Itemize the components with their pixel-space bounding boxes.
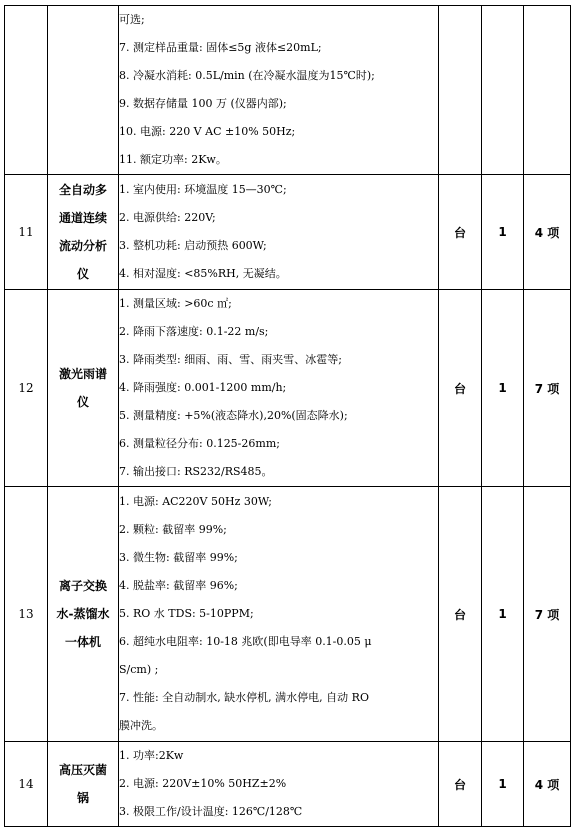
spec-line: 7. 输出接口: RS232/RS485。: [119, 465, 273, 478]
table-row: [5, 487, 571, 742]
spec-line: 8. 冷凝水消耗: 0.5L/min (在冷凝水温度为15℃时);: [119, 69, 375, 82]
equipment-name-cell: [48, 742, 119, 827]
spec-line: 可选;: [119, 13, 145, 26]
spec-line: 6. 测量粒径分布: 0.125-26mm;: [119, 437, 280, 450]
table-row: [5, 742, 571, 827]
item-count-cell: 4 项: [524, 742, 571, 827]
equipment-name-line: 仪: [76, 395, 89, 409]
quantity-cell: 1: [482, 487, 524, 742]
equipment-name-line: 仪: [76, 267, 89, 281]
equipment-name-line: 高压灭菌: [58, 763, 107, 777]
spec-line: 2. 降雨下落速度: 0.1-22 m/s;: [119, 325, 269, 338]
equipment-spec-table: [4, 5, 571, 827]
equipment-name-line: 离子交换: [58, 579, 107, 593]
equipment-name-line: 通道连续: [58, 211, 107, 225]
spec-line: 7. 测定样品重量: 固体≤5g 液体≤20mL;: [119, 41, 322, 54]
spec-line: 6. 超纯水电阻率: 10-18 兆欧(即电导率 0.1-0.05 μ: [119, 635, 372, 648]
spec-line: 4. 脱盐率: 截留率 96%;: [119, 579, 238, 592]
item-count-cell: 7 项: [524, 290, 571, 487]
spec-table-body: [5, 6, 571, 827]
equipment-name-line: 锅: [76, 791, 89, 805]
quantity-cell: 1: [482, 290, 524, 487]
spec-line: 10. 电源: 220 V AC ±10% 50Hz;: [119, 125, 296, 138]
equipment-name-line: 激光雨谱: [58, 367, 107, 381]
spec-cell: [119, 175, 439, 290]
table-row: [5, 175, 571, 290]
quantity-cell: 1: [482, 742, 524, 827]
equipment-name-line: 流动分析: [58, 239, 107, 253]
unit-cell: 台: [439, 487, 482, 742]
spec-line: 9. 数据存储量 100 万 (仪器内部);: [119, 97, 287, 110]
spec-line: 11. 额定功率: 2Kw。: [119, 153, 227, 166]
table-row: [5, 290, 571, 487]
equipment-name-line: 水-蒸馏水: [56, 607, 110, 621]
spec-line: 3. 整机功耗: 启动预热 600W;: [119, 239, 267, 252]
spec-line: 5. 测量精度: +5%(液态降水),20%(固态降水);: [119, 409, 348, 422]
spec-line: 3. 降雨类型: 细雨、雨、雪、雨夹雪、冰雹等;: [119, 353, 342, 366]
item-count-cell: 4 项: [524, 175, 571, 290]
quantity-cell: [482, 6, 524, 175]
spec-line: 4. 相对湿度: <85%RH, 无凝结。: [119, 267, 287, 280]
spec-line: 2. 颗粒: 截留率 99%;: [119, 523, 227, 536]
spec-line: 4. 降雨强度: 0.001-1200 mm/h;: [119, 381, 287, 394]
spec-line: 3. 微生物: 截留率 99%;: [119, 551, 238, 564]
row-index-cell: 14: [5, 742, 48, 827]
unit-cell: 台: [439, 290, 482, 487]
equipment-name-cell: [48, 6, 119, 175]
spec-cell: [119, 742, 439, 827]
spec-line: 1. 功率:2Kw: [119, 749, 184, 762]
equipment-name-cell: [48, 290, 119, 487]
row-index-cell: [5, 6, 48, 175]
unit-cell: 台: [439, 175, 482, 290]
row-index-cell: 12: [5, 290, 48, 487]
spec-line: 1. 测量区域: >60c ㎡;: [119, 297, 232, 310]
spec-line: 7. 性能: 全自动制水, 缺水停机, 满水停电, 自动 RO: [119, 691, 369, 704]
quantity-cell: 1: [482, 175, 524, 290]
spec-line: S/cm) ;: [119, 663, 159, 676]
spec-cell: [119, 6, 439, 175]
spec-line: 1. 电源: AC220V 50Hz 30W;: [119, 495, 272, 508]
row-index-cell: 13: [5, 487, 48, 742]
unit-cell: 台: [439, 742, 482, 827]
spec-line: 5. RO 水 TDS: 5-10PPM;: [119, 607, 254, 620]
equipment-name-cell: [48, 487, 119, 742]
spec-line: 2. 电源供给: 220V;: [119, 211, 216, 224]
row-index-cell: 11: [5, 175, 48, 290]
equipment-name-line: 一体机: [64, 635, 101, 649]
spec-line: 3. 极限工作/设计温度: 126℃/128℃: [119, 805, 303, 818]
item-count-cell: 7 项: [524, 487, 571, 742]
spec-line: 1. 室内使用: 环境温度 15—30℃;: [119, 183, 287, 196]
unit-cell: [439, 6, 482, 175]
equipment-name-line: 全自动多: [58, 183, 107, 197]
spec-line: 膜冲洗。: [119, 719, 163, 732]
item-count-cell: [524, 6, 571, 175]
spec-line: 2. 电源: 220V±10% 50HZ±2%: [119, 777, 287, 790]
spec-cell: [119, 487, 439, 742]
table-row: [5, 6, 571, 175]
equipment-name-cell: [48, 175, 119, 290]
spec-cell: [119, 290, 439, 487]
